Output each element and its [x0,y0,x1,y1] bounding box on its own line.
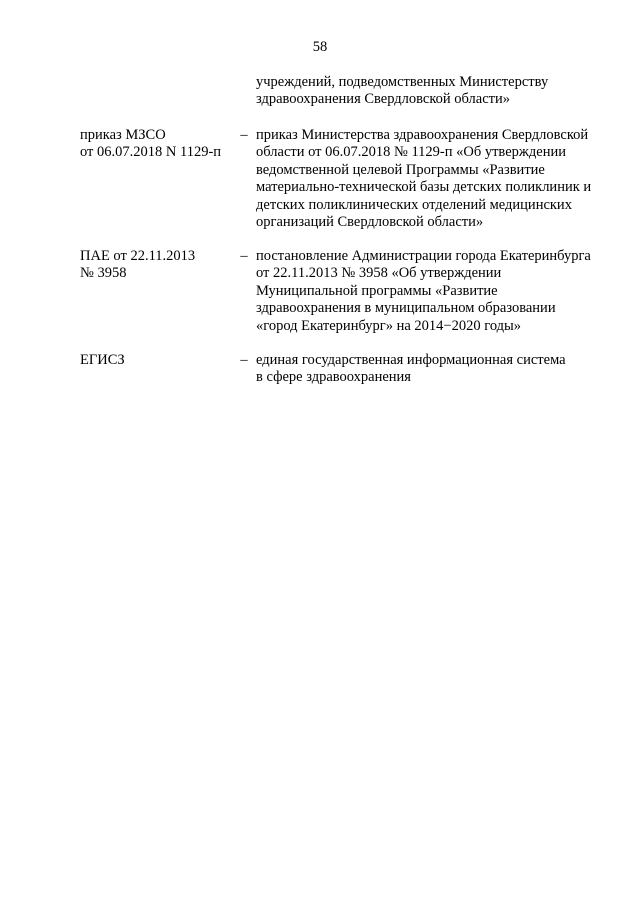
separator-dash: – [240,248,248,264]
abbreviation-definition: постановление Администрации города Екатеринбурга от 22.11.2013 № 3958 «Об утверждении Муниципальной программы «Развитие здравоохранения в муниципальном образовании «город Екатеринбург» на 2014−2020 годы» [256,248,591,334]
abbreviation-term: ПАЕ от 22.11.2013 № 3958 [80,248,196,282]
abbreviation-term: приказ МЗСО от 06.07.2018 N 1129-п [80,127,222,161]
abbreviation-term: ЕГИСЗ [80,352,125,368]
page-number: 58 [312,39,328,55]
abbreviation-definition: единая государственная информационная система в сфере здравоохранения [256,352,566,386]
separator-dash: – [240,127,248,143]
abbreviation-definition: приказ Министерства здравоохранения Свердловской области от 06.07.2018 № 1129-п «Об утверждении ведомственной целевой Программы «Развитие материально-технической базы детских поликлиник и детских поликлинических отделений медицинских организаций Свердловской области» [256,127,592,231]
definition-continuation: учреждений, подведомственных Министерству здравоохранения Свердловской области» [256,74,549,108]
separator-dash: – [240,352,248,368]
